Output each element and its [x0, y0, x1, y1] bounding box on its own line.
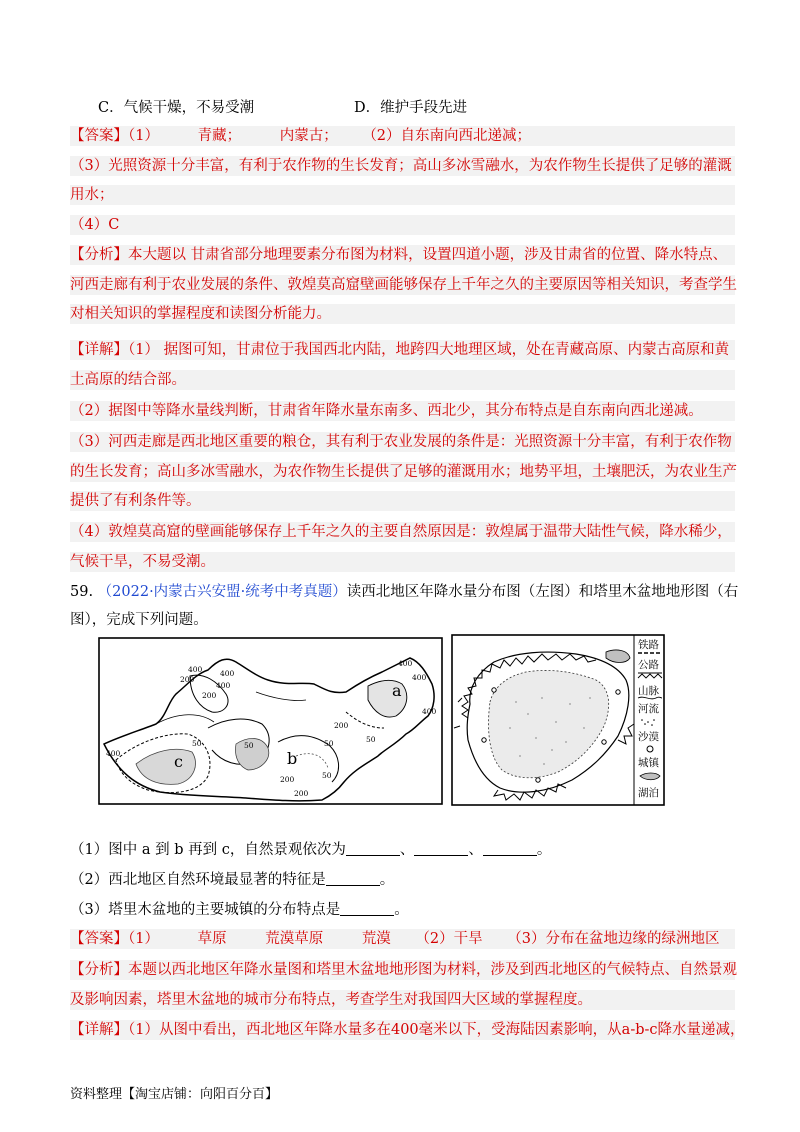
answer-item: 青藏；	[197, 128, 242, 144]
legend-mountain: 山脉	[638, 685, 659, 697]
isoline-label: 400	[216, 681, 231, 690]
legend-desert: 沙漠	[638, 731, 659, 743]
analysis-58-line-2: 河西走廊有利于农业发展的条件、敦煌莫高窟壁画能够保存上千年之久的主要原因等相关知识，考查学生	[70, 277, 737, 293]
period: 。	[394, 902, 409, 918]
isoline-label: 200	[280, 775, 295, 784]
map-label-a: a	[392, 681, 402, 700]
legend-town: 城镇	[638, 757, 659, 769]
answer-item: （2）干旱	[415, 931, 483, 947]
analysis-59-line-2: 及影响因素，塔里木盆地的城市分布特点，考查学生对我国四大区域的掌握程度。	[70, 990, 735, 1010]
isoline-label: 50	[366, 735, 376, 744]
option-d: D．维护手段先进	[354, 100, 468, 116]
question-59-sub-3	[70, 900, 735, 920]
answer-blank[interactable]	[326, 871, 380, 886]
isoline-label: 200	[334, 721, 349, 730]
legend-railway: 铁路	[638, 639, 659, 651]
answer-label: 【答案】（1）	[70, 931, 159, 947]
answer-58-line-3: 用水；	[70, 185, 735, 205]
detail-58-line-2: 土高原的结合部。	[70, 370, 735, 390]
detail-58-line-8: 气候干旱，不易受潮。	[70, 552, 735, 572]
detail-text: 降水量递减，	[657, 1022, 745, 1038]
isoline-label: 50	[322, 771, 332, 780]
left-map	[99, 638, 442, 804]
answer-item: （3）分布在盆地边缘的绿洲地区	[507, 931, 720, 947]
isoline-label: 50	[324, 739, 334, 748]
answer-item: 草原	[197, 931, 227, 947]
figure-maps	[96, 632, 688, 808]
isoline-label: 400	[422, 707, 437, 716]
detail-58-line-6: 提供了有利条件等。	[70, 491, 735, 511]
question-59-sub-2	[70, 870, 735, 890]
detail-58-line-5: 的生长发育；高山多冰雪融水，为农作物生长提供了足够的灌溉用水；地势平坦，土壤肥沃，为农业生产	[70, 464, 737, 480]
isoline-label: 400	[398, 659, 413, 668]
map-label-c: c	[174, 752, 183, 771]
period: 。	[379, 872, 395, 888]
question-number: 59.	[70, 584, 94, 600]
isoline-label: 400	[220, 669, 235, 678]
answer-item: 荒漠草原	[265, 931, 324, 947]
detail-number: 400	[390, 1022, 419, 1038]
isoline-label: 200	[294, 789, 309, 798]
analysis-58-line-1: 【分析】本大题以 甘肃省部分地理要素分布图为材料，设置四道小题，涉及甘肃省的位置、降水特点、	[70, 245, 735, 265]
detail-text: 【详解】（1）从图中看出，西北地区年降水量多在	[70, 1022, 391, 1038]
isoline-label: 400	[106, 749, 121, 758]
legend-road: 公路	[638, 659, 659, 671]
analysis-59-line-1: 【分析】本题以西北地区年降水量图和塔里木盆地地形图为材料，涉及到西北地区的气候特点、自然景观	[70, 962, 737, 978]
detail-58-line-4: （3）河西走廊是西北地区重要的粮仓，其有利于农业发展的条件是：光照资源十分丰富，有利于农作物	[70, 432, 735, 452]
option-row	[98, 98, 763, 118]
page-footer: 资料整理【淘宝店铺：向阳百分百】	[70, 1087, 279, 1102]
sub-question-text: （1）图中 a 到 b 再到 c，自然景观依次为	[70, 842, 346, 858]
answer-58-line-1	[70, 126, 735, 146]
answer-label: 【答案】（1）	[70, 128, 159, 144]
right-map	[452, 635, 664, 805]
answer-58-line-4: （4）C	[70, 215, 735, 235]
isoline-label: 400	[188, 665, 203, 674]
question-59-sub-1	[70, 840, 735, 860]
legend-river: 河流	[638, 703, 659, 715]
isoline-label: 50	[192, 739, 202, 748]
question-59-stem-line-2: 图），完成下列问题。	[70, 612, 208, 628]
answer-blank[interactable]	[414, 841, 468, 856]
isoline-label: 400	[412, 673, 427, 682]
isoline-label: 50	[244, 741, 254, 750]
answer-item: （2）自东南向西北递减；	[362, 128, 532, 144]
question-stem: 读西北地区年降水量分布图（左图）和塔里木盆地地形图（右	[346, 584, 739, 600]
detail-text: 毫米以下，受海陆因素影响，从	[418, 1022, 622, 1038]
answer-item: 荒漠	[361, 931, 391, 947]
analysis-58-line-3: 对相关知识的掌握程度和读图分析能力。	[70, 304, 735, 324]
map-label-b: b	[287, 749, 298, 768]
answer-58-line-2: （3）光照资源十分丰富，有利于农作物的生长发育；高山多冰雪融水，为农作物生长提供了足够的灌溉	[70, 156, 735, 176]
question-source: （2022·内蒙古兴安盟·统考中考真题）	[97, 584, 347, 600]
sub-question-text: （3）塔里木盆地的主要城镇的分布特点是	[70, 902, 341, 918]
sub-question-text: （2）西北地区自然环境最显著的特征是	[70, 872, 326, 888]
answer-item: 内蒙古；	[279, 128, 338, 144]
detail-58-line-1: 【详解】（1） 据图可知，甘肃位于我国西北内陆，地跨四大地理区域，处在青藏高原、内蒙古高原和黄	[70, 340, 735, 360]
answer-59	[70, 929, 735, 949]
detail-sequence: a-b-c	[621, 1022, 658, 1038]
detail-59-line-1	[70, 1020, 745, 1040]
separator: 、	[399, 842, 415, 858]
option-c: C．气候干燥，不易受潮	[98, 100, 255, 116]
legend-lake: 湖泊	[638, 787, 659, 799]
period: 。	[536, 842, 552, 858]
detail-58-line-3: （2）据图中等降水量线判断，甘肃省年降水量东南多、西北少，其分布特点是自东南向西北递减。	[70, 401, 735, 421]
isoline-label: 200	[202, 691, 217, 700]
isoline-label: 200	[180, 675, 195, 684]
detail-58-line-7: （4）敦煌莫高窟的壁画能够保存上千年之久的主要自然原因是：敦煌属于温带大陆性气候，降水稀少，	[70, 522, 735, 542]
separator: 、	[468, 842, 483, 858]
answer-blank[interactable]	[483, 841, 537, 856]
question-59-stem-line-1	[70, 582, 739, 602]
answer-blank[interactable]	[340, 901, 394, 916]
answer-blank[interactable]	[346, 841, 400, 856]
